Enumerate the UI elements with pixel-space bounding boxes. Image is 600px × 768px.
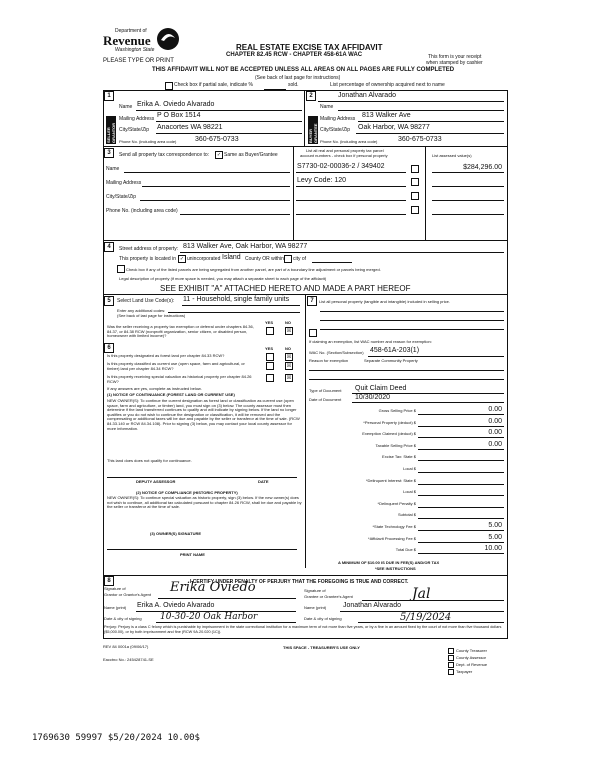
additional-codes-label: Enter any additional codes: xyxy=(117,308,166,313)
tax-line-rule xyxy=(418,449,504,450)
section-1-number: 1 xyxy=(104,91,114,101)
form-title: REAL ESTATE EXCISE TAX AFFIDAVIT xyxy=(236,43,383,52)
grantor-sig-label-2: Grantor or Grantor's Agent xyxy=(104,592,152,597)
tax-line-label: Taxable Selling Price $ xyxy=(375,443,416,448)
grantor-signature[interactable]: Erika Oviedo xyxy=(170,580,256,595)
doc-date-label: Date of Document xyxy=(309,397,342,402)
reason-label: Reason for exemption xyxy=(309,358,349,363)
s5-yes-checkbox[interactable] xyxy=(266,327,274,335)
copy-treasurer: County Treasurer xyxy=(456,648,487,653)
levy-code[interactable]: Levy Code: 120 xyxy=(297,177,347,184)
city-of-checkbox[interactable] xyxy=(284,255,292,263)
notice2-body: NEW OWNER(S): To continue special valuation as historic property, sign (3) below. If the new owner(s) does not wish to continue, all additional tax calculated pursuant to chapter 84.26 RCW, shall be due and payable by the seller or transferor at the time of sale. xyxy=(107,495,302,510)
copy-treasurer-checkbox[interactable] xyxy=(448,648,454,654)
copy-dor-checkbox[interactable] xyxy=(448,662,454,668)
s3-phone-label: Phone No. (including area code) xyxy=(106,208,178,214)
city-of-label: city of xyxy=(293,256,307,262)
grantee-signature[interactable]: Jal xyxy=(412,586,431,602)
type-or-print: PLEASE TYPE OR PRINT xyxy=(103,58,174,64)
tax-line-rule xyxy=(418,542,504,543)
send-correspondence-label: Send all property tax correspondence to: xyxy=(119,152,210,158)
s3-mailing-label: Mailing Address xyxy=(106,180,142,186)
q1-no-checkbox[interactable]: ☒ xyxy=(286,354,292,360)
current-use-question: Is this property classified as current use (open space, farm and agricultural, or timber) land per chapter 84.34 RCW? xyxy=(107,361,245,371)
warning-text: THIS AFFIDAVIT WILL NOT BE ACCEPTED UNLESS ALL AREAS ON ALL PAGES ARE FULLY COMPLETED xyxy=(152,67,455,73)
partial-sale-checkbox[interactable] xyxy=(165,82,173,90)
logo-dept-text: Department of xyxy=(115,28,147,34)
tax-line-rule xyxy=(418,530,504,531)
assessed-header: List assessed value(s) xyxy=(432,153,472,158)
personal-property-checkbox[interactable] xyxy=(309,329,317,337)
grantor-sig-label-1: Signature of xyxy=(104,586,126,591)
s3-city-label: City/State/Zip xyxy=(106,194,137,200)
grantee-date-label: Date & city of signing xyxy=(304,616,342,621)
copy-dor: Dept. of Revenue xyxy=(456,662,488,667)
personal-property-checkbox-4[interactable] xyxy=(411,206,419,214)
section-4-number: 4 xyxy=(104,242,114,252)
segregated-checkbox[interactable] xyxy=(117,265,125,273)
personal-property-checkbox-1[interactable] xyxy=(411,165,419,173)
recording-stamp: 1769630 59997 $5/20/2024 10.00$ xyxy=(32,733,200,743)
grantor-name-label: Name (print) xyxy=(104,605,127,610)
doc-date[interactable]: 10/30/2020 xyxy=(355,394,391,401)
parcel-header-1: List all real and personal property tax parcel xyxy=(306,148,384,153)
tax-line-value[interactable]: 0.00 xyxy=(488,406,502,413)
doc-type[interactable]: Quit Claim Deed xyxy=(355,385,407,392)
seller-city[interactable]: Anacortes WA 98221 xyxy=(157,124,223,131)
notice2-title: (2) NOTICE OF COMPLIANCE (HISTORIC PROPERTY) xyxy=(136,490,238,495)
tax-line-rule xyxy=(418,472,504,473)
seller-mailing-label: Mailing Address xyxy=(119,116,155,122)
copy-taxpayer-checkbox[interactable] xyxy=(448,669,454,675)
owner-signature-label: (3) OWNER(S) SIGNATURE xyxy=(150,531,202,536)
tax-line-label: *Delinquent Interest: State $ xyxy=(365,478,416,483)
see-instructions-text: *SEE INSTRUCTIONS xyxy=(375,566,416,571)
copy-assessor-checkbox[interactable] xyxy=(448,655,454,661)
tax-line-label: Exemption Claimed (deduct) $ xyxy=(362,431,416,436)
seller-name[interactable]: Erika A. Oviedo Alvarado xyxy=(137,101,215,108)
grantor-date-label: Date & city of signing xyxy=(104,616,142,621)
land-use-label: Select Land Use Code(s): xyxy=(117,298,175,304)
exhibit-text[interactable]: SEE EXHIBIT "A" ATTACHED HERETO AND MADE A PART HEREOF xyxy=(160,284,411,293)
parcel-header-2: account numbers - check box if personal property xyxy=(300,153,388,158)
tax-line-value[interactable]: 0.00 xyxy=(488,441,502,448)
additional-codes-note: (See back of last page for instructions) xyxy=(117,313,186,318)
q2-yes-checkbox[interactable] xyxy=(266,362,274,370)
seller-name-label: Name xyxy=(119,104,133,110)
tax-line-value[interactable]: 0.00 xyxy=(488,429,502,436)
instructions-note: (See back of last page for instructions) xyxy=(255,75,341,81)
seller-mailing[interactable]: P O Box 1514 xyxy=(157,112,201,119)
located-pre: This property is located in xyxy=(119,256,176,262)
wac-label: WAC No. (Section/Subsection) xyxy=(309,350,364,355)
grantee-sig-label-1: Signature of xyxy=(304,588,326,593)
segregated-label: Check box if any of the listed parcels are being segregated from another parcel, are part of a boundary line adjustment or parcels being merged. xyxy=(126,267,381,272)
tax-line-rule xyxy=(418,507,504,508)
seller-phone[interactable]: 360-675-0733 xyxy=(195,136,239,143)
parcel-number[interactable]: S7730-02-00036-2 / 349402 xyxy=(297,163,385,170)
partial-sale-label: Check box if partial sale, indicate % xyxy=(174,82,253,88)
q3-yes-checkbox[interactable] xyxy=(266,374,274,382)
certify-text: I CERTIFY UNDER PENALTY OF PERJURY THAT THE FOREGOING IS TRUE AND CORRECT. xyxy=(190,579,409,585)
section-6-number: 6 xyxy=(104,343,114,353)
minimum-fee-text: A MINIMUM OF $10.00 IS DUE IN FEE(S) AND/OR TAX xyxy=(338,560,440,565)
county-name[interactable]: Island xyxy=(222,254,241,261)
exemption-claim-label: If claiming an exemption, list WAC number and reason for exemption: xyxy=(309,339,432,344)
s3-name-label: Name xyxy=(106,166,120,172)
tax-line-label: *State Technology Fee $ xyxy=(372,524,416,529)
reason-value[interactable]: Separate Community Property xyxy=(364,358,418,363)
street-address-label: Street address of property: xyxy=(119,246,179,252)
tax-line-label: Gross Selling Price $ xyxy=(378,408,416,413)
grantor-name[interactable]: Erika A. Oviedo Alvarado xyxy=(137,602,215,609)
tax-line-rule xyxy=(418,460,504,461)
if-yes-instruction: If any answers are yes, complete as instructed below. xyxy=(107,386,202,391)
receipt-note-2: when stamped by cashier xyxy=(426,60,483,66)
grantee-name[interactable]: Jonathan Alvarado xyxy=(343,602,401,609)
deputy-assessor-label: DEPUTY ASSESSOR xyxy=(136,479,176,484)
ownership-pct-label: List percentage of ownership acquired next to name xyxy=(330,82,445,88)
section-5-number: 5 xyxy=(104,296,114,306)
legal-description-label: Legal description of property (if more space is needed, you may attach a separate sheet to each page of the affidavit) xyxy=(119,276,327,281)
copy-taxpayer: Taxpayer xyxy=(456,669,473,674)
personal-property-checkbox-2[interactable] xyxy=(411,178,419,186)
tax-line-value[interactable]: 10.00 xyxy=(484,545,502,552)
section-3-number: 3 xyxy=(104,148,114,158)
q1-yes-checkbox[interactable] xyxy=(266,353,274,361)
print-name-label: PRINT NAME xyxy=(180,552,205,557)
tax-line-value[interactable]: 0.00 xyxy=(488,418,502,425)
grantee-name-label: Name (print) xyxy=(304,605,327,610)
logo-revenue-text: Revenue xyxy=(103,33,151,48)
receipt-note-1: This form is your receipt xyxy=(428,54,482,60)
s6-no-header: NO xyxy=(285,346,291,351)
tax-line-label: Local $ xyxy=(403,489,416,494)
tax-line-value[interactable]: 5.00 xyxy=(488,522,502,529)
tax-line-label: *Delinquent Penalty $ xyxy=(377,501,416,506)
tax-line-rule xyxy=(418,437,504,438)
same-as-buyer-label: Same as Buyer/Grantee xyxy=(224,152,278,158)
rev-number: REV 84 0001a (09/06/17) xyxy=(103,644,149,649)
tax-line-label: *Personal Property (deduct) $ xyxy=(363,420,416,425)
buyer-top-name[interactable]: Jonathan Alvarado xyxy=(338,92,396,99)
forest-land-question: Is this property designated as forest land per chapter 84.33 RCW? xyxy=(107,353,225,358)
logo-state-text: Washington State xyxy=(115,47,155,53)
tax-line-rule xyxy=(418,426,504,427)
buyer-mailing[interactable]: 813 Walker Ave xyxy=(362,112,411,119)
street-address[interactable]: 813 Walker Ave, Oak Harbor, WA 98277 xyxy=(183,243,308,250)
land-use-code[interactable]: 11 - Household, single family units xyxy=(183,296,290,303)
eacctno-label: Eacctno No.: 245428741-SE xyxy=(103,657,154,662)
section-2-number: 2 xyxy=(306,91,316,101)
seller-city-label: City/State/Zip xyxy=(119,127,150,133)
s6-yes-header: YES xyxy=(265,346,274,351)
grantee-date[interactable]: 5/19/2024 xyxy=(400,612,452,623)
buyer-mailing-label: Mailing Address xyxy=(320,116,356,122)
deputy-date-label: DATE xyxy=(258,479,269,484)
doc-type-label: Type of Document xyxy=(309,388,342,393)
tax-line-label: *Affidavit Processing Fee $ xyxy=(368,536,416,541)
exemption-question: Was the seller receiving a property tax exemption or deferral under chapters 84.36, 84.37, or 84.38 RCW (nonprofit organization, senior citizen, or disabled person, homeowner with limited income)? xyxy=(107,324,254,339)
located-post: County OR within xyxy=(245,256,284,262)
unincorporated-checkbox[interactable]: ✓ xyxy=(179,256,185,262)
buyer-side-label: BUYER GRANTEE xyxy=(308,116,318,144)
wac-number[interactable]: 458-61A-203(1) xyxy=(370,347,420,354)
notice1-title: (1) NOTICE OF CONTINUANCE (FOREST LAND OR CURRENT USE) xyxy=(107,392,235,397)
seller-side-label: SELLER GRANTOR xyxy=(106,116,116,144)
buyer-name-label: Name xyxy=(320,104,334,110)
assessed-value[interactable]: $284,296.00 xyxy=(463,164,502,171)
tax-line-rule xyxy=(418,553,504,554)
same-as-buyer-checkbox[interactable]: ✓ xyxy=(216,152,222,158)
treasurer-space-label: THIS SPACE - TREASURER'S USE ONLY xyxy=(283,645,360,650)
tax-line-rule xyxy=(418,518,504,519)
buyer-city-label: City/State/Zip xyxy=(320,127,351,133)
section-8-number: 8 xyxy=(104,576,114,586)
buyer-city[interactable]: Oak Harbor, WA 98277 xyxy=(358,124,430,131)
buyer-phone[interactable]: 360-675-0733 xyxy=(398,136,442,143)
unincorporated-label: unincorporated xyxy=(187,256,221,262)
qualify-text: This land does does not qualify for continuance. xyxy=(107,458,192,463)
tax-line-rule xyxy=(418,414,504,415)
tax-line-label: Excise Tax: State $ xyxy=(382,454,416,459)
tax-line-label: Subtotal $ xyxy=(397,512,416,517)
personal-property-label: List all personal property (tangible and intangible) included in selling price. xyxy=(319,299,450,304)
personal-property-checkbox-3[interactable] xyxy=(411,192,419,200)
sold-label: sold. xyxy=(288,82,299,88)
tax-line-value[interactable]: 5.00 xyxy=(488,534,502,541)
tax-line-rule xyxy=(418,484,504,485)
grantor-date-city[interactable]: 10-30-20 Oak Harbor xyxy=(160,612,258,622)
q2-no-checkbox[interactable]: ☒ xyxy=(286,363,292,369)
form-chapter: CHAPTER 82.45 RCW - CHAPTER 458-61A WAC xyxy=(226,52,363,58)
s5-no-checkbox[interactable]: ☒ xyxy=(286,328,292,334)
tax-line-label: Total Due $ xyxy=(395,547,416,552)
q3-no-checkbox[interactable]: ☒ xyxy=(286,375,292,381)
tax-line-label: Local $ xyxy=(403,466,416,471)
section-7-number: 7 xyxy=(307,296,317,306)
notice1-body: NEW OWNER(S): To continue the current designation as forest land or classification as current use (open space, farm and agriculture, or timber) land, you must sign on (3) below. The county assessor must then determine if the land transferred continues to qualify and will indicate by signing below. If the land no longer qualifies or you do not wish to continue the designation or classification, it will be removed and the compensating or additional taxes will be due and payable by the seller or transferor at the time of sale. (RCW 84.33.140 or RCW 84.34.108). Prior to signing (3) below, you may contact your local county assessor for more information. xyxy=(107,398,300,431)
revenue-swirl-icon xyxy=(155,26,181,52)
seller-phone-label: Phone No. (including area code) xyxy=(119,139,177,144)
tax-line-rule xyxy=(418,495,504,496)
perjury-notice: Perjury: Perjury is a class C felony which is punishable by imprisonment in the state correctional institution for a maximum term of not more than five years, or by a fine in an amount fixed by the court of not more than five thousand dollars ($5,000.00), or by both imprisonment and fine (RCW 9A.20.020 (1C)). xyxy=(104,625,502,634)
buyer-phone-label: Phone No. (including area code) xyxy=(320,139,378,144)
s5-yes-header: YES xyxy=(265,320,274,325)
s5-no-header: NO xyxy=(285,320,291,325)
grantee-sig-label-2: Grantee or Grantee's Agent xyxy=(304,594,353,599)
historic-question: Is this property receiving special valuation as historical property per chapter 84.26 RCW? xyxy=(107,374,252,384)
copy-assessor: County Assessor xyxy=(456,655,487,660)
